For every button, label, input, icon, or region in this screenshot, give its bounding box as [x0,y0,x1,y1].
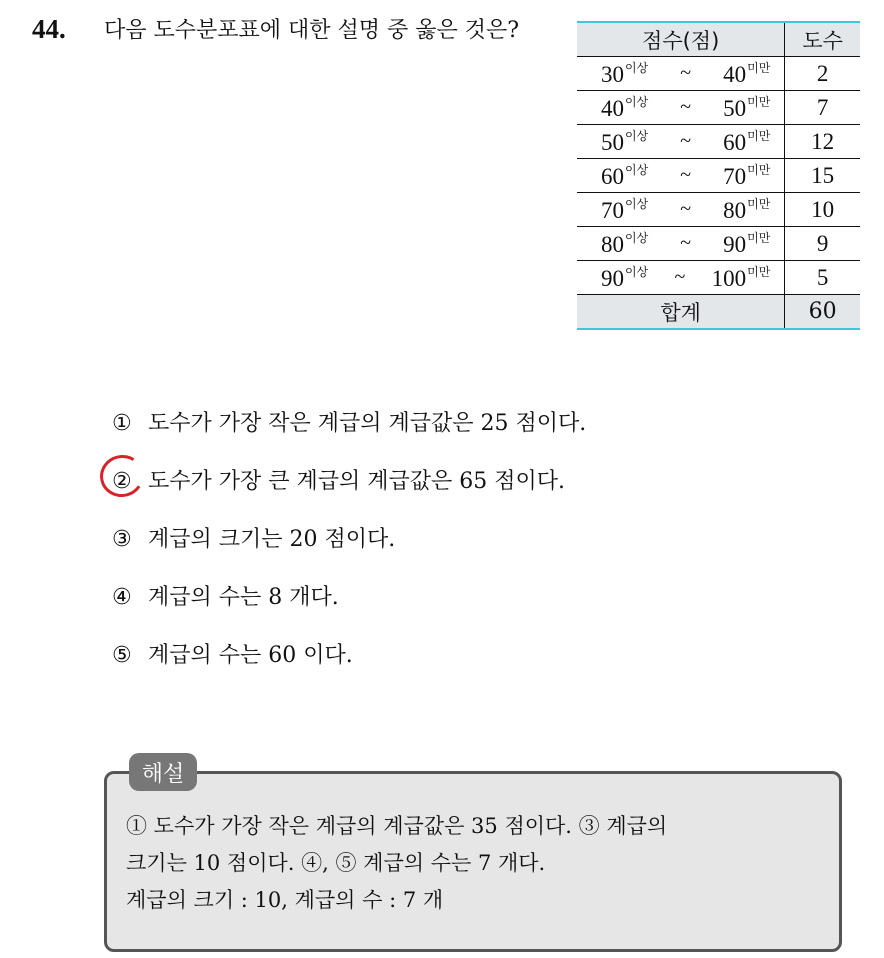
answer-choice-5[interactable] [112,640,353,672]
table-row [577,125,860,159]
choice-number: ⑤ [112,643,132,668]
question-text: 다음 도수분포표에 대한 설명 중 옳은 것은? [104,18,520,43]
frequency-value: 5 [816,264,829,290]
frequency-value: 15 [811,162,835,188]
range-low: 80 [601,232,624,257]
header-score: 점수(점) [577,22,785,57]
range-low: 90 [601,266,624,291]
range-low: 70 [601,198,624,223]
score-range [577,261,785,295]
choice-number: ③ [112,527,132,552]
explanation-text [126,808,836,919]
range-tilde: ~ [680,62,692,84]
range-high-suffix: 미만 [747,61,771,75]
choice-number: ① [112,411,132,436]
range-high-suffix: 미만 [747,129,771,143]
total-label: 합계 [577,295,785,330]
choice-number: ② [112,469,132,494]
frequency-value: 12 [811,128,835,154]
range-high: 100 [711,266,747,291]
range-low-suffix: 이상 [625,95,649,109]
frequency-cell [785,91,860,125]
range-low-suffix: 이상 [625,61,649,75]
explanation-line: 크기는 10 점이다. ④, ⑤ 계급의 수는 7 개다. [126,851,546,875]
frequency-cell [785,227,860,261]
frequency-value: 9 [816,230,829,256]
range-high: 60 [723,130,747,155]
choice-text: 계급의 크기는 20 점이다. [148,527,396,552]
total-value: 60 [785,295,860,330]
frequency-cell [785,193,860,227]
range-low: 30 [601,62,624,87]
range-high-suffix: 미만 [747,231,771,245]
frequency-cell [785,159,860,193]
choice-text: 계급의 수는 60 이다. [148,643,353,668]
range-tilde: ~ [680,96,692,118]
range-low-suffix: 이상 [625,231,649,245]
range-low-suffix: 이상 [625,197,649,211]
table-row [577,227,860,261]
explanation-tab: 해설 [129,753,197,791]
table-row [577,261,860,295]
answer-choice-3[interactable] [112,524,395,556]
choice-text: 도수가 가장 작은 계급의 계급값은 25 점이다. [148,411,587,436]
frequency-value: 7 [816,94,829,120]
choice-number: ④ [112,585,132,610]
table-header-row [577,22,860,57]
range-high-suffix: 미만 [747,265,771,279]
header-frequency: 도수 [785,22,860,57]
score-range [577,159,785,193]
table-row [577,91,860,125]
range-high: 40 [723,62,747,87]
frequency-cell [785,57,860,91]
frequency-cell [785,261,860,295]
choice-text: 계급의 수는 8 개다. [148,585,339,610]
range-high-suffix: 미만 [747,197,771,211]
answer-choice-2[interactable] [112,466,565,498]
range-tilde: ~ [680,130,692,152]
range-high-suffix: 미만 [747,95,771,109]
score-range [577,193,785,227]
table-row [577,159,860,193]
range-tilde: ~ [680,198,692,220]
range-tilde: ~ [680,164,692,186]
answer-choice-4[interactable] [112,582,339,614]
frequency-value: 2 [816,60,829,86]
frequency-cell [785,125,860,159]
range-tilde: ~ [680,232,692,254]
score-range [577,57,785,91]
answer-choice-1[interactable] [112,408,586,440]
range-low: 40 [601,96,624,121]
score-range [577,227,785,261]
frequency-table [577,21,860,330]
frequency-value: 10 [811,196,835,222]
range-tilde: ~ [674,266,686,288]
range-low-suffix: 이상 [625,163,649,177]
score-range [577,91,785,125]
table-row [577,193,860,227]
range-low: 60 [601,164,624,189]
table-row [577,57,860,91]
range-high-suffix: 미만 [747,163,771,177]
choice-text: 도수가 가장 큰 계급의 계급값은 65 점이다. [148,469,565,494]
range-low-suffix: 이상 [625,129,649,143]
table-total-row [577,295,860,330]
explanation-line: ① 도수가 가장 작은 계급의 계급값은 35 점이다. ③ 계급의 [126,814,668,838]
question-number: 44. [32,14,66,44]
score-range [577,125,785,159]
range-low-suffix: 이상 [625,265,649,279]
explanation-line: 계급의 크기 : 10, 계급의 수 : 7 개 [126,888,444,912]
range-high: 70 [723,164,747,189]
range-high: 50 [723,96,747,121]
range-low: 50 [601,130,624,155]
range-high: 80 [723,198,747,223]
range-high: 90 [723,232,747,257]
